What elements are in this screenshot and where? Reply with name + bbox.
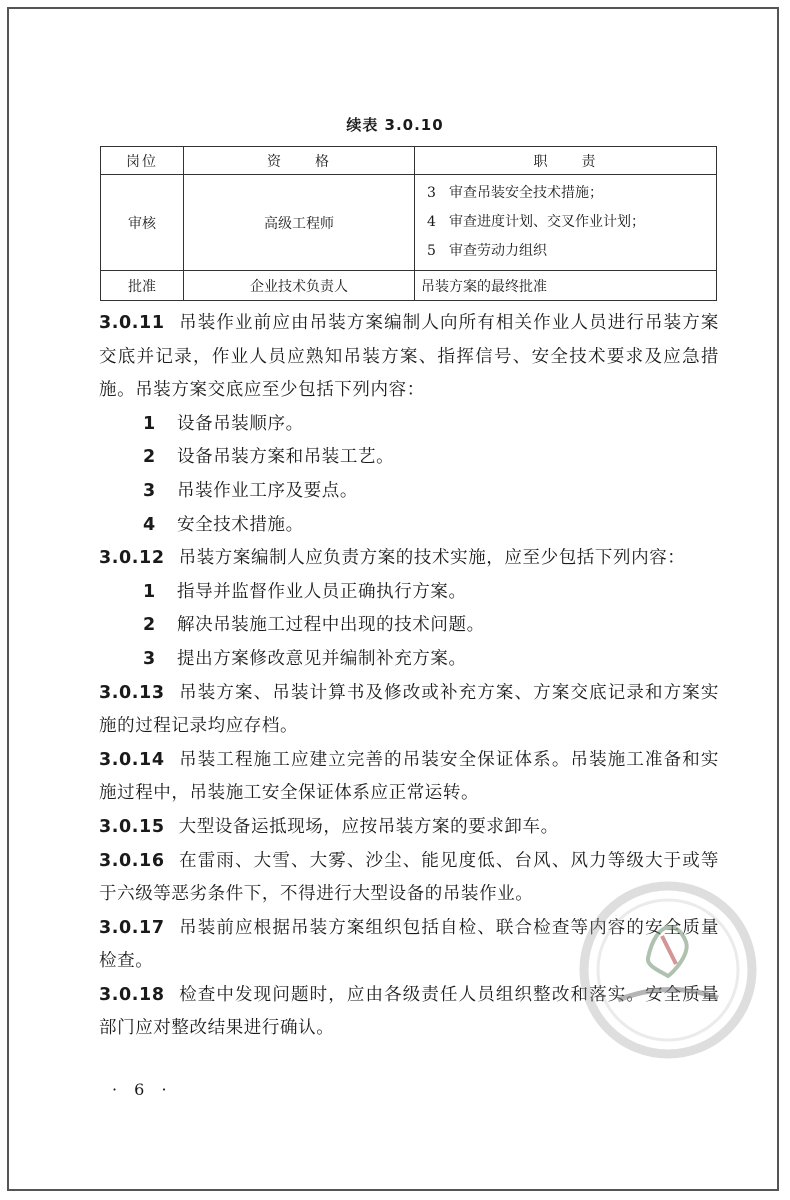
- header-duty: 职 责: [415, 147, 717, 175]
- duty-table: [100, 146, 717, 301]
- list-item: 4 安全技术措施。: [143, 514, 304, 535]
- header-position: 岗位: [101, 147, 184, 175]
- table-row: [101, 271, 717, 301]
- clause-3-0-15: 3.0.15 大型设备运抵现场，应按吊装方案的要求卸车。: [99, 816, 559, 837]
- duty-item: 5 审查劳动力组织: [427, 243, 547, 259]
- table-title: 续表 3.0.10: [346, 116, 444, 134]
- cell-qualification: 高级工程师: [184, 175, 415, 271]
- clause-3-0-13: 3.0.13 吊装方案、吊装计算书及修改或补充方案、方案交底记录和方案实施的过程记录均应存档。: [99, 682, 719, 737]
- clause-3-0-17: 3.0.17 吊装前应根据吊装方案组织包括自检、联合检查等内容的安全质量检查。: [99, 917, 719, 972]
- page-number: · 6 ·: [112, 1080, 173, 1099]
- watermark-seal: [578, 880, 758, 1060]
- clause-3-0-12: 3.0.12 吊装方案编制人应负责方案的技术实施，应至少包括下列内容：: [99, 548, 686, 569]
- duty-item: 3 审查吊装安全技术措施；: [427, 185, 603, 201]
- header-qualification: 资 格: [184, 147, 415, 175]
- clause-3-0-14: 3.0.14 吊装工程施工应建立完善的吊装安全保证体系。吊装施工准备和实施过程中，吊装施工安全保证体系应正常运转。: [99, 749, 719, 804]
- clause-3-0-11: 3.0.11 吊装作业前应由吊装方案编制人向所有相关作业人员进行吊装方案交底并记录，作业人员应熟知吊装方案、指挥信号、安全技术要求及应急措施。吊装方案交底应至少包括下列内容：: [99, 313, 719, 401]
- duty-item: 4 审查进度计划、交叉作业计划；: [427, 214, 645, 230]
- list-item: 1 设备吊装顺序。: [143, 413, 304, 434]
- cell-duties: [415, 175, 717, 271]
- list-item: 1 指导并监督作业人员正确执行方案。: [143, 581, 467, 602]
- cell-qualification: 企业技术负责人: [184, 271, 415, 301]
- clause-3-0-18: 3.0.18 检查中发现问题时，应由各级责任人员组织整改和落实。安全质量部门应对整改结果进行确认。: [99, 984, 719, 1039]
- cell-duty: 吊装方案的最终批准: [415, 271, 717, 301]
- list-item: 3 提出方案修改意见并编制补充方案。: [143, 648, 467, 669]
- cell-position: 批准: [101, 271, 184, 301]
- list-item: 2 解决吊装施工过程中出现的技术问题。: [143, 615, 485, 636]
- table-row: [101, 175, 717, 271]
- clause-3-0-16: 3.0.16 在雷雨、大雪、大雾、沙尘、能见度低、台风、风力等级大于或等于六级等恶劣条件下，不得进行大型设备的吊装作业。: [99, 850, 719, 905]
- table-header-row: [101, 147, 717, 175]
- list-item: 3 吊装作业工序及要点。: [143, 480, 358, 501]
- list-item: 2 设备吊装方案和吊装工艺。: [143, 447, 395, 468]
- cell-position: 审核: [101, 175, 184, 271]
